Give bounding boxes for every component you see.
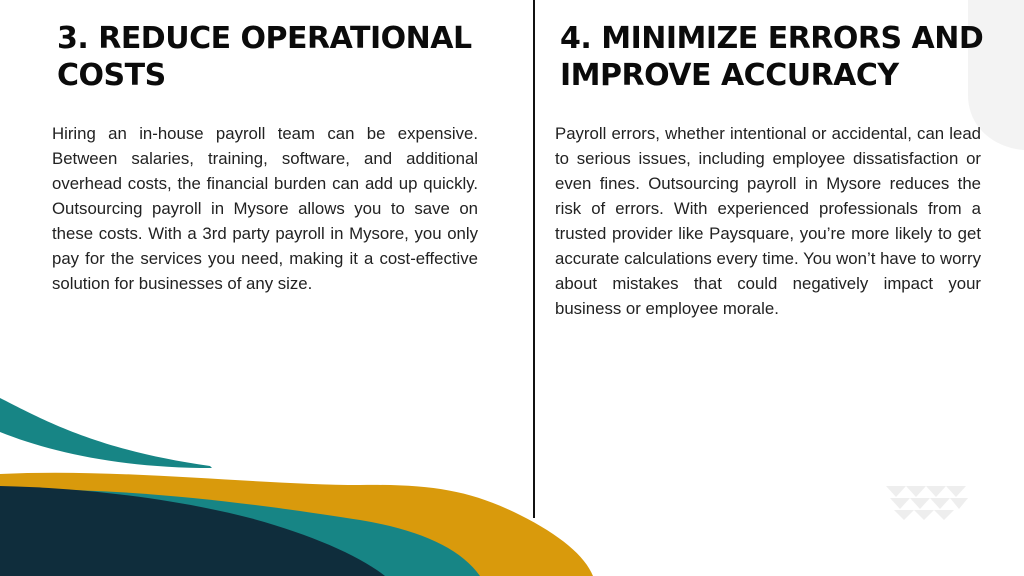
teal-swoosh bbox=[0, 398, 212, 468]
dot-pattern bbox=[886, 486, 968, 520]
left-body-text: Hiring an in-house payroll team can be expensive. Between salaries, training, software, and additional overhead costs, the financial burden can add up quickly. Outsourcing payroll in Mysore allows you to save on these costs. With a 3rd party payroll in Mysore, you only pay for the services you need, making it a cost-effective solution for businesses of any size. bbox=[52, 124, 478, 293]
right-body-text: Payroll errors, whether intentional or accidental, can lead to serious issues, including employee dissatisfaction or even fines. Outsourcing payroll in Mysore reduces the risk of errors. With experienced professionals from a trusted provider like Paysquare, you’re more likely to get accurate calculations every time. You won’t have to worry about mistakes that could negatively impact your business or employee morale. bbox=[555, 124, 981, 318]
column-divider bbox=[533, 0, 535, 518]
right-heading: 4. MINIMIZE ERRORS AND IMPROVE ACCURACY bbox=[560, 21, 984, 93]
left-heading: 3. REDUCE OPERATIONAL COSTS bbox=[57, 21, 472, 93]
